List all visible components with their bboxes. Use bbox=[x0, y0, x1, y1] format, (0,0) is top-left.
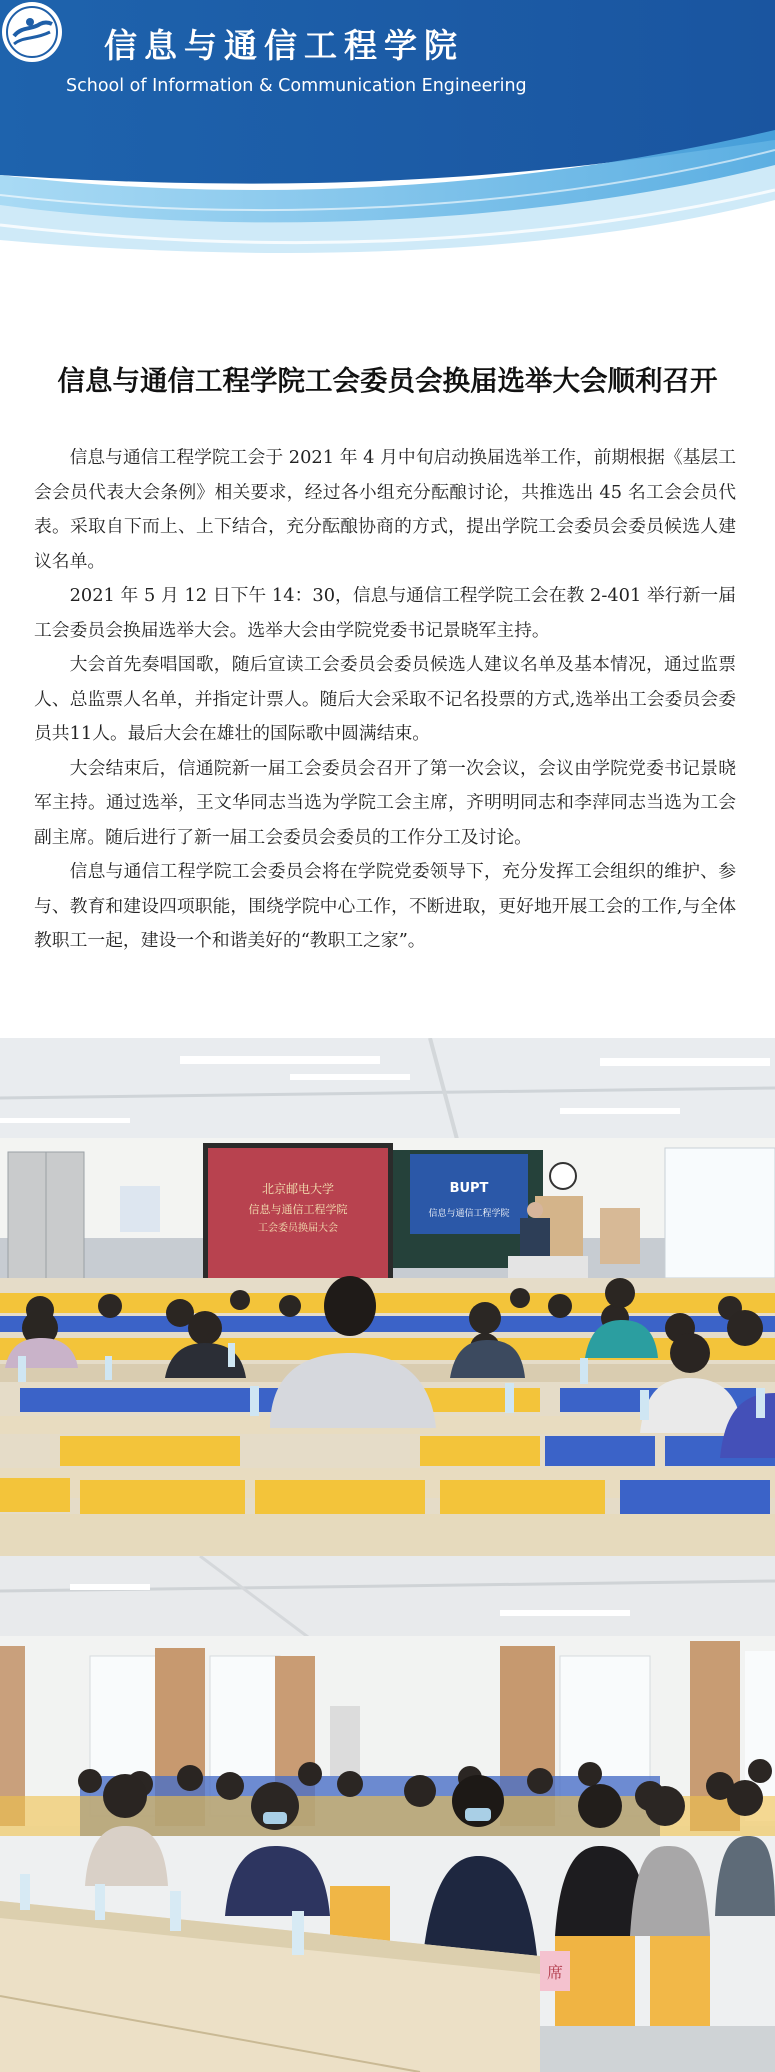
audience-rows bbox=[0, 1276, 775, 1556]
article-title: 信息与通信工程学院工会委员会换届选举大会顺利召开 bbox=[57, 365, 718, 397]
article-body bbox=[34, 441, 736, 959]
article-paragraph-1: 信息与通信工程学院工会于 2021 年 4 月中旬启动换届选举工作，前期根据《基层工会会员代表大会条例》相关要求，经过各小组充分酝酿讨论，共推选出 45 名工会会员代表。采取自下而上、上下结合，充分酝酿协商的方式，提出学院工会委员会委员候选人建议名单。 bbox=[34, 447, 736, 572]
name-card-text: 席 bbox=[546, 1963, 564, 1982]
school-name-en: School of Information & Communication Engineering bbox=[66, 76, 527, 96]
meeting-photo-2 bbox=[0, 1556, 775, 2072]
wall-clock-icon bbox=[550, 1163, 576, 1189]
projector-text-1: 北京邮电大学 bbox=[261, 1182, 335, 1196]
header-banner bbox=[0, 0, 775, 300]
projector-text-2: 信息与通信工程学院 bbox=[248, 1203, 348, 1216]
school-name-cn: 信息与通信工程学院 bbox=[104, 26, 464, 65]
school-logo-icon bbox=[0, 0, 64, 64]
article-paragraph-4: 大会结束后，信通院新一届工会委员会召开了第一次会议，会议由学院党委书记景晓军主持。通过选举，王文华同志当选为学院工会主席，齐明明同志和李萍同志当选为工会副主席。随后进行了新一届工会委员会委员的工作分工及讨论。 bbox=[34, 757, 736, 848]
article-paragraph-2: 2021 年 5 月 12 日下午 14：30，信息与通信工程学院工会在教 2-401 举行新一届工会委员会换届选举大会。选举大会由学院党委书记景晓军主持。 bbox=[34, 585, 736, 641]
banner-logo-text: BUPT bbox=[449, 1181, 489, 1196]
meeting-photo-1 bbox=[0, 1038, 775, 1556]
article-paragraph-3: 大会首先奏唱国歌，随后宣读工会委员会委员候选人建议名单及基本情况，通过监票人、总监票人名单，并指定计票人。随后大会采取不记名投票的方式,选举出工会委员会委员共11人。最后大会在雄壮的国际歌中圆满结束。 bbox=[34, 654, 736, 744]
projector-text-3: 工会委员换届大会 bbox=[258, 1223, 338, 1234]
banner-text: 信息与通信工程学院 bbox=[428, 1209, 510, 1219]
article-paragraph-5: 信息与通信工程学院工会委员会将在学院党委领导下，充分发挥工会组织的维护、参与、教育和建设四项职能，围绕学院中心工作，不断进取，更好地开展工会的工作,与全体教职工一起，建设一个和谐美好的“教职工之家”。 bbox=[34, 861, 736, 951]
